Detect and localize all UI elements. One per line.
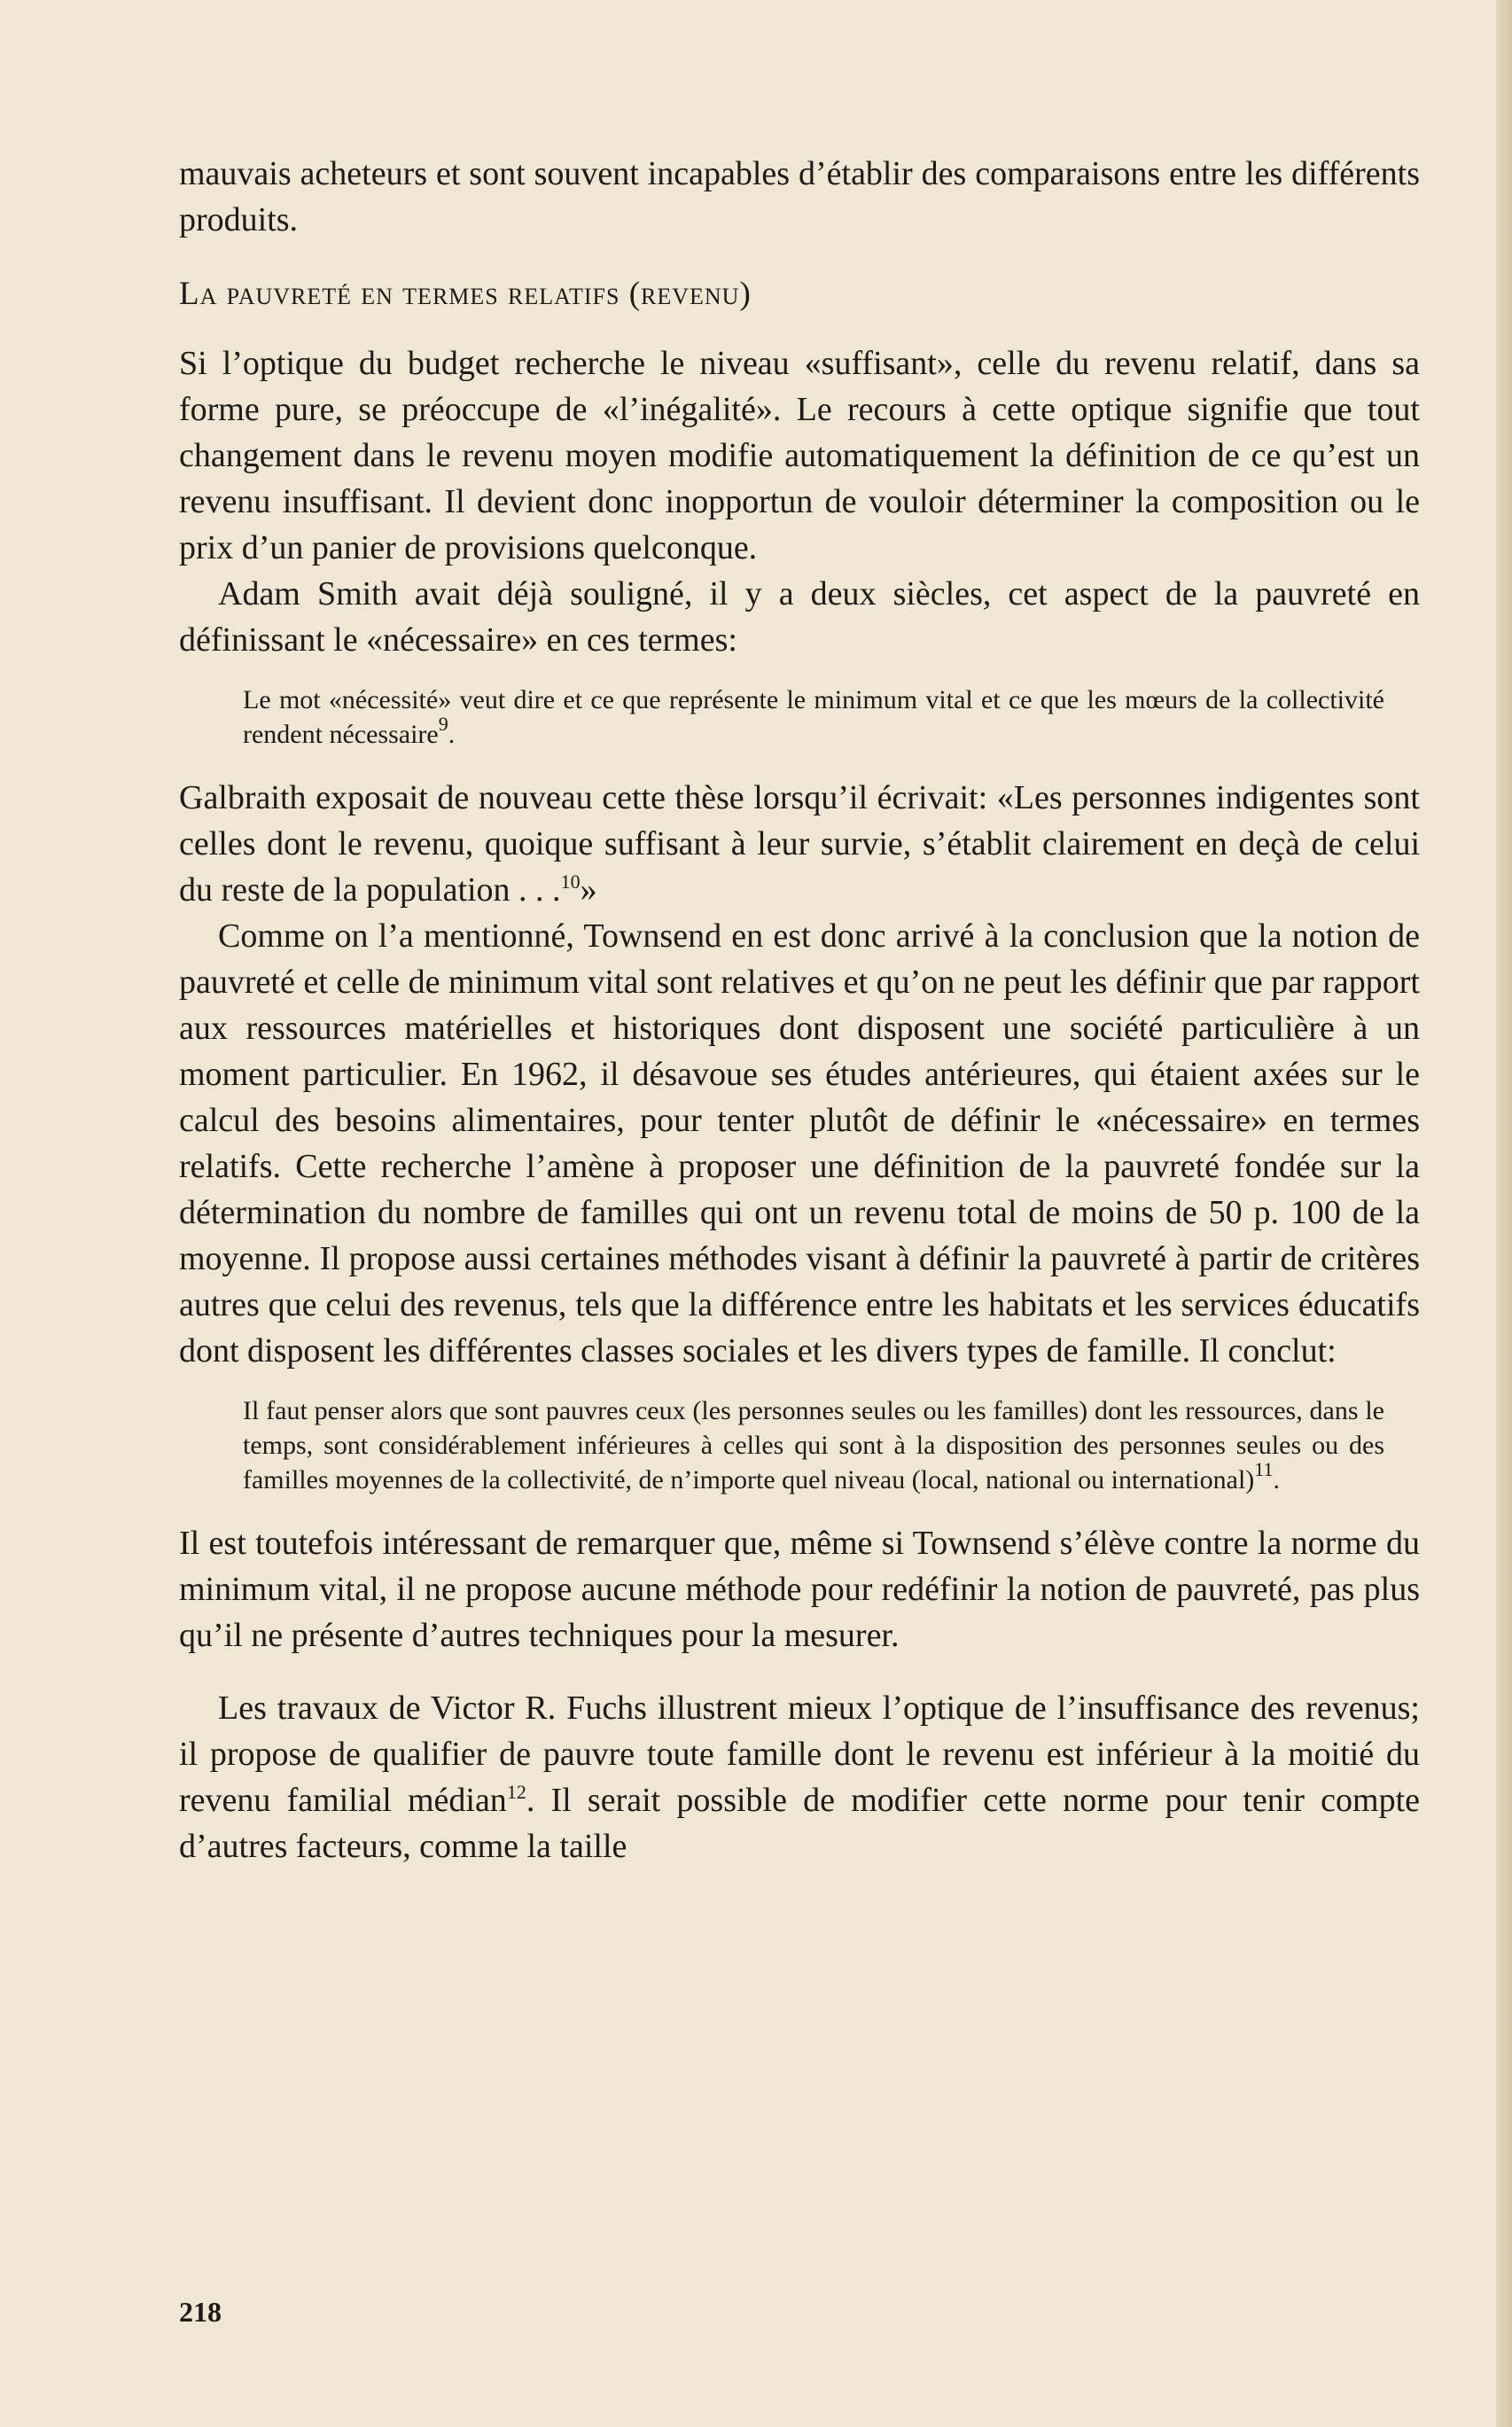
- paragraph-fuchs-rest: . Il serait possible de modifier cette norme pour tenir compte d’autres facteurs, comme la taille: [179, 1782, 1420, 1865]
- paragraph-budget-optique: Si l’optique du budget recherche le niveau «suffisant», celle du revenu relatif, dans sa forme pure, se préoccupe de «l’inégalité». Le recours à cette optique signifie que tout changement dans le revenu moyen modifie automatiquement la définition de ce qu’est un revenu insuffisant. Il devient donc inopportun de vouloir déterminer la composition ou le prix d’un panier de provisions quelconque.: [179, 345, 1420, 566]
- page-edge: [1496, 0, 1512, 2427]
- intro-paragraph: mauvais acheteurs et sont souvent incapables d’établir des comparaisons entre les différents produits.: [179, 155, 1420, 238]
- paragraph-fuchs: [179, 1685, 1420, 1869]
- footnote-ref-10: 10: [560, 870, 581, 893]
- quote-adam-smith-text: Le mot «nécessité» veut dire et ce que représente le minimum vital et ce que les mœurs de la collectivité rendent nécessaire: [243, 685, 1384, 749]
- page-body: [179, 151, 1420, 1869]
- footnote-ref-9: 9: [438, 713, 448, 735]
- quote-townsend: Il faut penser alors que sont pauvres ceux (les personnes seules ou les familles) dont les ressources, dans le temps, sont considérablement inférieures à celles qui sont à la disposition des personnes seules ou des familles moyennes de la collectivité, de n’importe quel niveau (local, national ou international)$^{11}$.: [243, 1396, 1384, 1494]
- footnote-ref-12: 12: [506, 1781, 526, 1803]
- quote-adam-smith: Le mot «nécessité» veut dire et ce que représente le minimum vital et ce que les mœurs de la collectivité rendent nécessaire$^9$.: [243, 685, 1384, 749]
- paragraph-galbraith-text: Galbraith exposait de nouveau cette thèse lorsqu’il écrivait: «Les personnes indigentes sont celles dont le revenu, quoique suffisant à leur survie, s’établit clairement en deçà de celui du reste de la population . . .: [179, 779, 1420, 909]
- paragraph-galbraith: Galbraith exposait de nouveau cette thèse lorsqu’il écrivait: «Les personnes indigentes sont celles dont le revenu, quoique suffisant à leur survie, s’établit clairement en deçà de celui du reste de la population . . .$^{10}$»: [179, 779, 1420, 909]
- paragraph-townsend: Comme on l’a mentionné, Townsend en est donc arrivé à la conclusion que la notion de pauvreté et celle de minimum vital sont relatives et qu’on ne peut les définir que par rapport aux ressources matérielles et historiques dont disposent une société particulière à un moment particulier. En 1962, il désavoue ses études antérieures, qui étaient axées sur le calcul des besoins alimentaires, pour tenter plutôt de définir le «nécessaire» en termes relatifs. Cette recherche l’amène à proposer une définition de la pauvreté fondée sur la détermination du nombre de familles qui ont un revenu total de moins de 50 p. 100 de la moyenne. Il propose aussi certaines méthodes visant à définir la pauvreté à partir de critères autres que celui des revenus, tels que la différence entre les habitats et les services éducatifs dont disposent les différentes classes sociales et les divers types de famille. Il conclut:: [179, 917, 1420, 1370]
- quote-townsend-text: Il faut penser alors que sont pauvres ceux (les personnes seules ou les familles) dont les ressources, dans le temps, sont considérablement inférieures à celles qui sont à la disposition des personnes seules ou des familles moyennes de la collectivité, de n’importe quel niveau (local, national ou international): [243, 1396, 1384, 1494]
- page-number: 218: [179, 2296, 222, 2328]
- paragraph-adam-smith: Adam Smith avait déjà souligné, il y a deux siècles, cet aspect de la pauvreté en définissant le «nécessaire» en ces termes:: [179, 575, 1420, 659]
- paragraph-townsend-remark: Il est toutefois intéressant de remarquer que, même si Townsend s’élève contre la norme du minimum vital, il ne propose aucune méthode pour redéfinir la notion de pauvreté, pas plus qu’il ne présente d’autres techniques pour la mesurer.: [179, 1525, 1420, 1654]
- section-title: La pauvreté en termes relatifs (revenu): [179, 276, 752, 312]
- footnote-ref-11: 11: [1254, 1458, 1274, 1480]
- paragraph-fuchs-text: Les travaux de Victor R. Fuchs illustrent mieux l’optique de l’insuffisance des revenus; il propose de qualifier de pauvre toute famille dont le revenu est inférieur à la moitié du revenu familial médian: [179, 1690, 1420, 1819]
